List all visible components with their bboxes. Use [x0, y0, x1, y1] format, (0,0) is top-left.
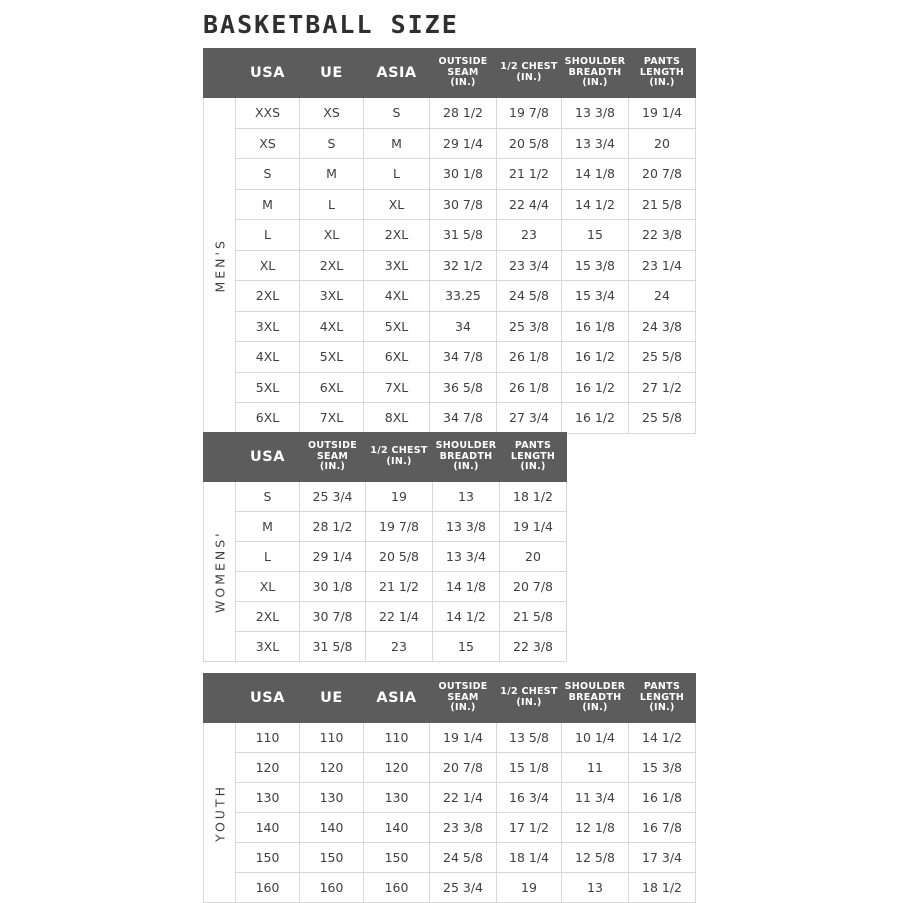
table-cell: 120: [300, 753, 364, 783]
table-cell: 26 1/8: [497, 342, 562, 373]
table-cell: 140: [300, 813, 364, 843]
table-cell: 15 3/8: [562, 250, 629, 281]
table-row: [204, 512, 567, 542]
table-cell: 25 5/8: [629, 403, 696, 434]
table-row: [204, 873, 696, 903]
table-cell: 16 1/2: [562, 342, 629, 373]
table-cell: 31 5/8: [430, 220, 497, 251]
table-cell: 19 1/4: [500, 512, 567, 542]
table-cell: 14 1/2: [629, 723, 696, 753]
table-cell: 130: [236, 783, 300, 813]
table-cell: 2XL: [300, 250, 364, 281]
table-cell: 20 7/8: [500, 572, 567, 602]
table-cell: 160: [236, 873, 300, 903]
table-cell: 14 1/2: [433, 602, 500, 632]
table-cell: 13: [562, 873, 629, 903]
table-cell: 34: [430, 311, 497, 342]
table-cell: 150: [236, 843, 300, 873]
table-cell: 6XL: [300, 372, 364, 403]
table-row: [204, 98, 696, 129]
table-cell: 21 1/2: [366, 572, 433, 602]
row-group-label-mens: MEN'S: [204, 98, 236, 434]
column-header-ue: UE: [300, 49, 364, 98]
row-group-label-youth: YOUTH: [204, 723, 236, 903]
table-corner-cell: [204, 433, 236, 482]
table-row: [204, 783, 696, 813]
column-header-outside-seam: OUTSIDE SEAM (IN.): [430, 674, 497, 723]
column-header-shoulder-breadth: SHOULDER BREADTH (IN.): [433, 433, 500, 482]
table-row: [204, 542, 567, 572]
table-cell: 4XL: [236, 342, 300, 373]
table-row: [204, 482, 567, 512]
table-cell: 5XL: [300, 342, 364, 373]
table-cell: 32 1/2: [430, 250, 497, 281]
table-cell: 13: [433, 482, 500, 512]
youth-size-table: [203, 673, 696, 903]
table-cell: 25 3/4: [430, 873, 497, 903]
table-row: [204, 189, 696, 220]
table-cell: 5XL: [364, 311, 430, 342]
womens-size-table-wrapper: [203, 432, 567, 662]
table-cell: 7XL: [364, 372, 430, 403]
table-cell: 30 7/8: [300, 602, 366, 632]
table-cell: 15 3/4: [562, 281, 629, 312]
column-header-1-2-chest: 1/2 CHEST (IN.): [366, 433, 433, 482]
table-row: [204, 159, 696, 190]
column-header-ue: UE: [300, 674, 364, 723]
table-cell: 20: [629, 128, 696, 159]
table-cell: M: [236, 189, 300, 220]
table-cell: 19: [497, 873, 562, 903]
table-cell: 21 5/8: [500, 602, 567, 632]
table-row: [204, 220, 696, 251]
mens-size-table: [203, 48, 696, 434]
table-cell: 110: [300, 723, 364, 753]
column-header-asia: ASIA: [364, 674, 430, 723]
table-cell: 33.25: [430, 281, 497, 312]
table-cell: 4XL: [364, 281, 430, 312]
column-header-outside-seam: OUTSIDE SEAM (IN.): [430, 49, 497, 98]
table-cell: 23 3/8: [430, 813, 497, 843]
table-cell: 3XL: [236, 311, 300, 342]
table-cell: 23 1/4: [629, 250, 696, 281]
table-cell: 30 1/8: [300, 572, 366, 602]
table-cell: 29 1/4: [300, 542, 366, 572]
table-cell: 110: [236, 723, 300, 753]
table-cell: 34 7/8: [430, 342, 497, 373]
table-cell: 14 1/8: [433, 572, 500, 602]
table-cell: XS: [300, 98, 364, 129]
table-cell: 120: [236, 753, 300, 783]
table-cell: 21 5/8: [629, 189, 696, 220]
table-row: [204, 843, 696, 873]
column-header-shoulder-breadth: SHOULDER BREADTH (IN.): [562, 674, 629, 723]
table-cell: 11: [562, 753, 629, 783]
table-cell: 22 1/4: [430, 783, 497, 813]
table-cell: L: [300, 189, 364, 220]
table-cell: 3XL: [364, 250, 430, 281]
youth-size-table-wrapper: [203, 673, 696, 903]
table-cell: 17 1/2: [497, 813, 562, 843]
table-cell: 19 7/8: [497, 98, 562, 129]
table-cell: 14 1/2: [562, 189, 629, 220]
table-cell: 150: [364, 843, 430, 873]
table-cell: 16 3/4: [497, 783, 562, 813]
table-cell: 27 1/2: [629, 372, 696, 403]
table-cell: 27 3/4: [497, 403, 562, 434]
table-cell: 130: [300, 783, 364, 813]
table-cell: XL: [236, 250, 300, 281]
table-cell: 110: [364, 723, 430, 753]
table-cell: 29 1/4: [430, 128, 497, 159]
table-cell: 16 1/2: [562, 372, 629, 403]
table-row: [204, 632, 567, 662]
table-cell: 22 1/4: [366, 602, 433, 632]
table-cell: 28 1/2: [300, 512, 366, 542]
table-cell: 24 5/8: [497, 281, 562, 312]
table-cell: 6XL: [364, 342, 430, 373]
column-header-shoulder-breadth: SHOULDER BREADTH (IN.): [562, 49, 629, 98]
table-cell: 3XL: [300, 281, 364, 312]
table-cell: 22 3/8: [500, 632, 567, 662]
table-cell: 11 3/4: [562, 783, 629, 813]
table-row: [204, 602, 567, 632]
womens-size-table: [203, 432, 567, 662]
table-cell: 2XL: [236, 281, 300, 312]
table-row: [204, 281, 696, 312]
table-cell: 5XL: [236, 372, 300, 403]
table-cell: 15: [433, 632, 500, 662]
mens-size-table-wrapper: [203, 48, 696, 434]
table-cell: 10 1/4: [562, 723, 629, 753]
table-cell: 23: [497, 220, 562, 251]
table-cell: S: [236, 482, 300, 512]
table-cell: S: [364, 98, 430, 129]
table-cell: 25 3/8: [497, 311, 562, 342]
table-cell: 18 1/4: [497, 843, 562, 873]
table-cell: 13 3/8: [433, 512, 500, 542]
table-cell: 16 1/8: [629, 783, 696, 813]
table-cell: 13 5/8: [497, 723, 562, 753]
table-cell: 12 5/8: [562, 843, 629, 873]
table-cell: 13 3/4: [433, 542, 500, 572]
table-cell: M: [236, 512, 300, 542]
table-cell: 160: [300, 873, 364, 903]
table-cell: L: [236, 542, 300, 572]
table-cell: 25 3/4: [300, 482, 366, 512]
table-cell: XL: [236, 572, 300, 602]
table-cell: 8XL: [364, 403, 430, 434]
table-cell: 19 1/4: [629, 98, 696, 129]
table-row: [204, 403, 696, 434]
table-cell: 16 7/8: [629, 813, 696, 843]
table-cell: 30 1/8: [430, 159, 497, 190]
table-cell: 3XL: [236, 632, 300, 662]
table-row: [204, 753, 696, 783]
table-cell: L: [364, 159, 430, 190]
table-cell: 18 1/2: [629, 873, 696, 903]
column-header-usa: USA: [236, 49, 300, 98]
table-cell: 30 7/8: [430, 189, 497, 220]
table-cell: 24 5/8: [430, 843, 497, 873]
table-cell: 150: [300, 843, 364, 873]
table-cell: 13 3/4: [562, 128, 629, 159]
table-row: [204, 372, 696, 403]
table-cell: 20 5/8: [497, 128, 562, 159]
table-cell: 120: [364, 753, 430, 783]
table-cell: 160: [364, 873, 430, 903]
table-cell: 7XL: [300, 403, 364, 434]
table-cell: 21 1/2: [497, 159, 562, 190]
table-cell: 20 7/8: [430, 753, 497, 783]
column-header-pants-length: PANTS LENGTH (IN.): [500, 433, 567, 482]
table-cell: M: [364, 128, 430, 159]
table-cell: 130: [364, 783, 430, 813]
table-cell: 24 3/8: [629, 311, 696, 342]
table-cell: 31 5/8: [300, 632, 366, 662]
column-header-asia: ASIA: [364, 49, 430, 98]
table-cell: 2XL: [236, 602, 300, 632]
table-cell: 23 3/4: [497, 250, 562, 281]
column-header-pants-length: PANTS LENGTH (IN.): [629, 49, 696, 98]
table-cell: XXS: [236, 98, 300, 129]
table-cell: 26 1/8: [497, 372, 562, 403]
table-row: [204, 342, 696, 373]
table-corner-cell: [204, 49, 236, 98]
table-cell: XS: [236, 128, 300, 159]
table-cell: 15 1/8: [497, 753, 562, 783]
table-cell: 28 1/2: [430, 98, 497, 129]
table-cell: 20: [500, 542, 567, 572]
table-cell: 140: [236, 813, 300, 843]
table-cell: 19 7/8: [366, 512, 433, 542]
table-cell: 22 3/8: [629, 220, 696, 251]
table-cell: 20 5/8: [366, 542, 433, 572]
table-corner-cell: [204, 674, 236, 723]
table-cell: 17 3/4: [629, 843, 696, 873]
table-cell: L: [236, 220, 300, 251]
column-header-1-2-chest: 1/2 CHEST (IN.): [497, 674, 562, 723]
table-cell: 25 5/8: [629, 342, 696, 373]
column-header-usa: USA: [236, 674, 300, 723]
table-cell: 22 4/4: [497, 189, 562, 220]
table-cell: 23: [366, 632, 433, 662]
table-row: [204, 572, 567, 602]
table-cell: S: [300, 128, 364, 159]
table-cell: 18 1/2: [500, 482, 567, 512]
table-cell: 16 1/2: [562, 403, 629, 434]
column-header-1-2-chest: 1/2 CHEST (IN.): [497, 49, 562, 98]
table-cell: 14 1/8: [562, 159, 629, 190]
table-cell: 34 7/8: [430, 403, 497, 434]
table-cell: 15 3/8: [629, 753, 696, 783]
table-row: [204, 128, 696, 159]
table-row: [204, 311, 696, 342]
table-cell: 4XL: [300, 311, 364, 342]
column-header-usa: USA: [236, 433, 300, 482]
column-header-outside-seam: OUTSIDE SEAM (IN.): [300, 433, 366, 482]
table-cell: S: [236, 159, 300, 190]
table-cell: 24: [629, 281, 696, 312]
row-group-label-womens: WOMENS': [204, 482, 236, 662]
table-cell: 12 1/8: [562, 813, 629, 843]
table-row: [204, 813, 696, 843]
table-cell: 140: [364, 813, 430, 843]
page-title: BASKETBALL SIZE: [203, 10, 459, 39]
table-cell: 6XL: [236, 403, 300, 434]
table-cell: 15: [562, 220, 629, 251]
table-cell: 16 1/8: [562, 311, 629, 342]
table-cell: 36 5/8: [430, 372, 497, 403]
table-cell: 19 1/4: [430, 723, 497, 753]
column-header-pants-length: PANTS LENGTH (IN.): [629, 674, 696, 723]
table-cell: 13 3/8: [562, 98, 629, 129]
table-cell: 20 7/8: [629, 159, 696, 190]
table-cell: M: [300, 159, 364, 190]
table-cell: XL: [300, 220, 364, 251]
table-row: [204, 250, 696, 281]
table-cell: 19: [366, 482, 433, 512]
table-cell: XL: [364, 189, 430, 220]
table-row: [204, 723, 696, 753]
table-cell: 2XL: [364, 220, 430, 251]
